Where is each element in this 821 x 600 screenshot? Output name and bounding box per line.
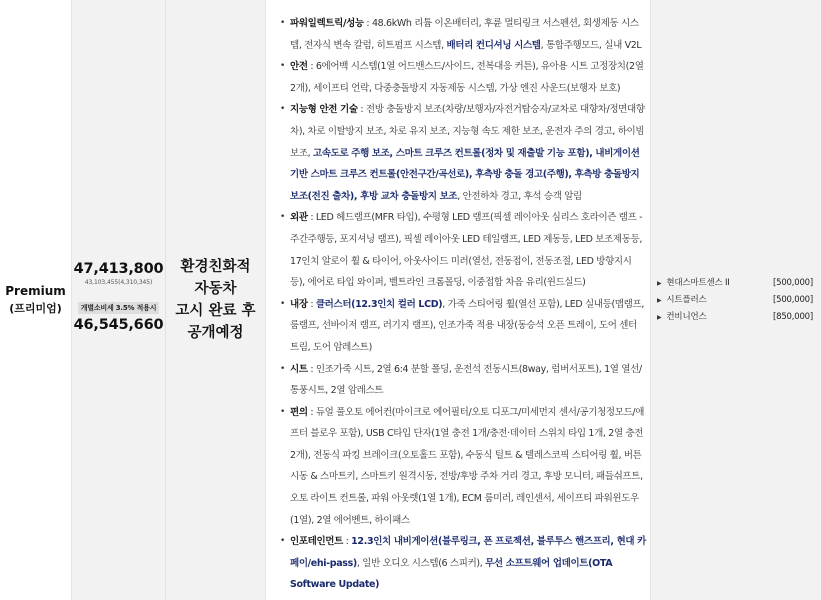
spec-text: : LED 헤드램프(MFR 타입), 수평형 LED 램프(픽셀 레이아웃 심리스 호라이즌 램프 - 주간주행등, 포지셔닝 램프), 픽셀 레이아웃 LED 테일램프, LED 제동등, LED 보조제동등, 17인치 알로이 휠 & 타이어, 아웃사이드 미러(열선, 전동접이, 전동조절, LED 방향지시등), 에어로 타입 와이퍼, 벨트라인 크롬몰딩, 이중접합 차음 유리(윈드실드) (290, 212, 643, 289)
spec-title: 지능형 안전 기술 (290, 104, 358, 116)
spec-text: : 전방 충돌방지 보조(차량/보행자/자전거탑승자/교차로 대향차/정면대향차), 차로 이탈방지 보조, 차로 유지 보조, 지능형 속도 제한 보조, 운전자 주의 경고, 하이빔 보조, (290, 104, 645, 159)
spec-item (280, 294, 646, 359)
trim-name: Premium (5, 284, 66, 298)
spec-highlight-text: 고속도로 주행 보조, 스마트 크루즈 컨트롤(정차 및 재출발 기능 포함), 내비게이션 기반 스마트 크루즈 컨트롤(안전구간/곡선로), 후측방 충돌 경고(주행), 후측방 충돌방지 보조(전진 출차), 후방 교차 충돌방지 보조 (290, 147, 640, 202)
option-row[interactable] (657, 292, 821, 309)
spec-highlight-text: 배터리 컨디셔닝 시스템 (446, 39, 541, 51)
spec-item (280, 56, 646, 99)
price-total: 47,413,800 (73, 261, 164, 277)
option-name: 컨비니언스 (666, 311, 707, 322)
option-list (657, 275, 821, 326)
spec-text: : (307, 298, 316, 310)
price-cell (71, 0, 166, 600)
option-row[interactable] (657, 275, 821, 292)
option-name: 현대스마트센스 II (666, 277, 730, 288)
option-name-wrap (657, 275, 730, 292)
spec-text: : (342, 536, 352, 548)
spec-cell (266, 0, 651, 600)
option-cell (651, 0, 821, 600)
eco-line: 환경친화적 (180, 259, 251, 275)
eco-cell (166, 0, 266, 600)
option-name-wrap (657, 292, 706, 309)
option-price: [500,000] (773, 294, 813, 305)
spec-text: : 인조가죽 시트, 2열 6:4 분할 폴딩, 운전석 전동시트(8way, 럼버서포트), 1열 열선/통풍시트, 2열 암레스트 (290, 363, 642, 397)
option-name-wrap (657, 309, 706, 326)
spec-title: 내장 (290, 298, 308, 310)
spec-title: 인포테인먼트 (290, 536, 343, 548)
spec-text: : 48.6kWh 리튬 이온배터리, 후륜 멀티링크 서스펜션, 회생제동 시스템, 전자식 변속 칼럼, 히트펌프 시스템, (290, 18, 639, 51)
spec-text: , 통합주행모드, 실내 V2L (540, 39, 642, 51)
option-price: [850,000] (773, 311, 813, 322)
spec-title: 외관 (290, 212, 308, 224)
spec-item (280, 13, 646, 56)
spec-text: : 듀얼 풀오토 에어컨(마이크로 에어필터/오토 디포그/미세먼지 센서/공기청정모드/애프터 블로우 포함), USB C타입 단자(1열 충전 1개/충전·데이터 스위치 타입 1개, 2열 충전 2개), 전동식 파킹 브레이크(오토홀드 포함), 수동식 틸트 & 텔레스코픽 스티어링 휠, 버튼시동 & 스마트키, 스마트키 원격시동, 전방/후방 주차 거리 경고, 후방 모니터, 패들쉬프트, 오토 라이트 컨트롤, 파워 아웃렛(1열 1개), ECM 룸미러, 레인센서, 세이프티 파워윈도우(1열), 2열 에어벤트, 하이패스 (290, 406, 645, 526)
eco-line: 고시 완료 후 (175, 303, 256, 319)
spec-text: , 가죽 스티어링 휠(열선 포함), LED 실내등(맵램프, 룸램프, 선바이저 램프, 러기지 램프), 인조가죽 적용 내장(동승석 오픈 트레이, 도어 센터 트림, 도어 암레스트) (290, 298, 644, 353)
triangle-right-icon: ▶ (657, 313, 662, 321)
spec-item (280, 207, 646, 293)
spec-highlight-text: 클러스터(12.3인치 컬러 LCD) (315, 298, 443, 310)
spec-text: , 안전하차 경고, 후석 승객 알림 (457, 190, 582, 202)
option-row[interactable] (657, 309, 821, 326)
option-price: [500,000] (773, 277, 813, 288)
spec-item (280, 359, 646, 402)
spec-highlight-text: 12.3인치 내비게이션(블루링크, 폰 프로젝션, 블루투스 핸즈프리, 현대 카페이/ehi-pass) (290, 536, 647, 569)
spec-highlight-text: 무선 소프트웨어 업데이트(OTA Software Update) (290, 557, 613, 591)
spec-text: , 일반 오디오 시스템(6 스피커), (356, 557, 486, 569)
triangle-right-icon: ▶ (657, 279, 662, 287)
price-with-tax-benefit: 46,545,660 (73, 317, 164, 333)
spec-item (280, 402, 646, 532)
triangle-right-icon: ▶ (657, 296, 662, 304)
trim-cell (0, 0, 71, 600)
spec-text: : 6에어백 시스템(1열 어드밴스드/사이드, 전복대응 커튼), 유아용 시트 고정장치(2열 2개), 세이프티 언락, 다중충돌방지 자동제동 시스템, 가상 엔진 사운드(보행자 보호) (290, 61, 644, 94)
spec-title: 시트 (290, 363, 308, 375)
tax-badge: 개별소비세 3.5% 적용시 (78, 302, 160, 314)
spec-title: 편의 (290, 406, 308, 418)
spec-title: 파워일렉트릭/성능 (290, 18, 364, 29)
eco-line: 자동차 (194, 281, 237, 297)
spec-list (280, 13, 646, 596)
eco-line: 공개예정 (187, 325, 244, 341)
spec-item (280, 531, 646, 596)
option-name: 시트플러스 (666, 294, 707, 305)
trim-subname: (프리미엄) (9, 302, 62, 315)
spec-title: 안전 (290, 61, 308, 73)
price-breakdown: 43,103,455(4,310,345) (84, 279, 153, 286)
spec-item (280, 99, 646, 207)
